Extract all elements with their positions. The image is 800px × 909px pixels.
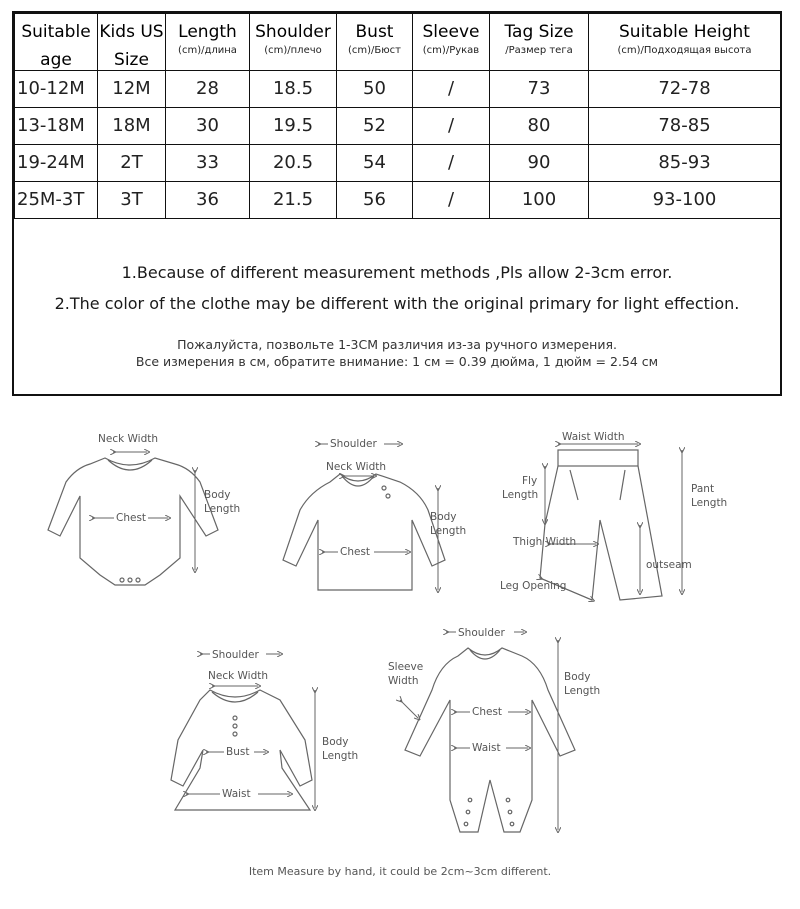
dress-body-label: Body <box>322 736 349 748</box>
size-chart <box>12 11 782 396</box>
measure-disclaimer: Item Measure by hand, it could be 2cm~3cm different. <box>248 865 552 878</box>
cell-age: 25M-3T <box>15 181 98 218</box>
shirt-diagram <box>283 436 466 590</box>
cell-length: 30 <box>166 107 250 144</box>
shirt-length-label: Length <box>430 525 467 537</box>
cell-bust: 54 <box>337 144 413 181</box>
bodysuit-neck-width-label: Neck Width <box>98 433 159 445</box>
pants-fly-length-label: Length <box>502 489 539 501</box>
header-suitable-height: Suitable Height (cm)/Подходящая высота <box>589 14 781 71</box>
cell-us-size: 18M <box>98 107 166 144</box>
header-tag-size: Tag Size /Размер тега <box>490 14 589 71</box>
note-russian-error: Пожалуйста, позвольте 1-3СМ различия из-за ручного измерения. <box>177 337 617 352</box>
cell-tag-size: 73 <box>490 70 589 107</box>
cell-shoulder: 18.5 <box>250 70 337 107</box>
cell-tag-size: 90 <box>490 144 589 181</box>
pants-outseam-label: outseam <box>646 559 692 571</box>
romper-chest-label: Chest <box>472 706 503 718</box>
header-bust: Bust (cm)/Бюст <box>337 14 413 71</box>
cell-length: 28 <box>166 70 250 107</box>
romper-diagram <box>388 624 600 832</box>
bodysuit-diagram <box>48 433 240 585</box>
header-shoulder: Shoulder (cm)/плечо <box>250 14 337 71</box>
table-header-row <box>15 14 781 71</box>
cell-height: 85-93 <box>589 144 781 181</box>
cell-age: 19-24M <box>15 144 98 181</box>
bodysuit-length-label: Length <box>204 503 241 515</box>
shirt-body-label: Body <box>430 511 457 523</box>
cell-tag-size: 80 <box>490 107 589 144</box>
cell-bust: 50 <box>337 70 413 107</box>
romper-sleeve-label: Sleeve <box>388 661 424 673</box>
romper-shoulder-label: Shoulder <box>458 627 505 639</box>
cell-sleeve: / <box>413 144 490 181</box>
cell-age: 13-18M <box>15 107 98 144</box>
size-table <box>14 13 781 219</box>
cell-length: 33 <box>166 144 250 181</box>
cell-sleeve: / <box>413 70 490 107</box>
cell-shoulder: 21.5 <box>250 181 337 218</box>
cell-shoulder: 19.5 <box>250 107 337 144</box>
cell-bust: 56 <box>337 181 413 218</box>
pants-pant-label: Pant <box>691 483 715 495</box>
cell-tag-size: 100 <box>490 181 589 218</box>
cell-sleeve: / <box>413 181 490 218</box>
note-color-difference: 2.The color of the clothe may be different with the original primary for light effection. <box>54 294 740 313</box>
header-kids-us-size: Kids US Size <box>98 14 166 71</box>
bodysuit-chest-label: Chest <box>116 512 147 524</box>
header-age: Suitable age <box>15 14 98 71</box>
measurement-diagrams <box>0 400 800 860</box>
pants-fly-label: Fly <box>522 475 538 487</box>
cell-bust: 52 <box>337 107 413 144</box>
pants-thigh-width-label: Thigh Width <box>513 536 577 548</box>
cell-length: 36 <box>166 181 250 218</box>
romper-length-label: Length <box>564 685 601 697</box>
cell-height: 72-78 <box>589 70 781 107</box>
table-row <box>15 107 781 144</box>
shirt-shoulder-label: Shoulder <box>330 438 377 450</box>
pants-pant-length-label: Length <box>691 497 728 509</box>
shirt-chest-label: Chest <box>340 546 371 558</box>
cell-shoulder: 20.5 <box>250 144 337 181</box>
table-row <box>15 144 781 181</box>
note-measurement-error: 1.Because of different measurement methods ,Pls allow 2-3cm error. <box>121 263 673 282</box>
dress-length-label: Length <box>322 750 359 762</box>
cell-height: 78-85 <box>589 107 781 144</box>
dress-diagram <box>171 646 358 810</box>
cell-sleeve: / <box>413 107 490 144</box>
dress-neck-width-label: Neck Width <box>208 670 269 682</box>
note-russian-units: Все измерения в см, обратите внимание: 1 см = 0.39 дюйма, 1 дюйм = 2.54 см <box>135 354 659 369</box>
romper-waist-label: Waist <box>472 742 501 754</box>
romper-sleeve-width-label: Width <box>388 675 419 687</box>
header-length: Length (cm)/длина <box>166 14 250 71</box>
pants-leg-opening-label: Leg Opening <box>500 580 567 592</box>
pants-diagram <box>500 431 727 600</box>
bodysuit-body-label: Body <box>204 489 231 501</box>
cell-age: 10-12M <box>15 70 98 107</box>
dress-shoulder-label: Shoulder <box>212 649 259 661</box>
table-row <box>15 70 781 107</box>
dress-waist-label: Waist <box>222 788 251 800</box>
pants-waist-width-label: Waist Width <box>562 431 625 443</box>
table-row <box>15 181 781 218</box>
cell-height: 93-100 <box>589 181 781 218</box>
dress-bust-label: Bust <box>226 746 250 758</box>
cell-us-size: 12M <box>98 70 166 107</box>
shirt-neck-width-label: Neck Width <box>326 461 387 473</box>
cell-us-size: 2T <box>98 144 166 181</box>
cell-us-size: 3T <box>98 181 166 218</box>
header-sleeve: Sleeve (cm)/Рукав <box>413 14 490 71</box>
romper-body-label: Body <box>564 671 591 683</box>
